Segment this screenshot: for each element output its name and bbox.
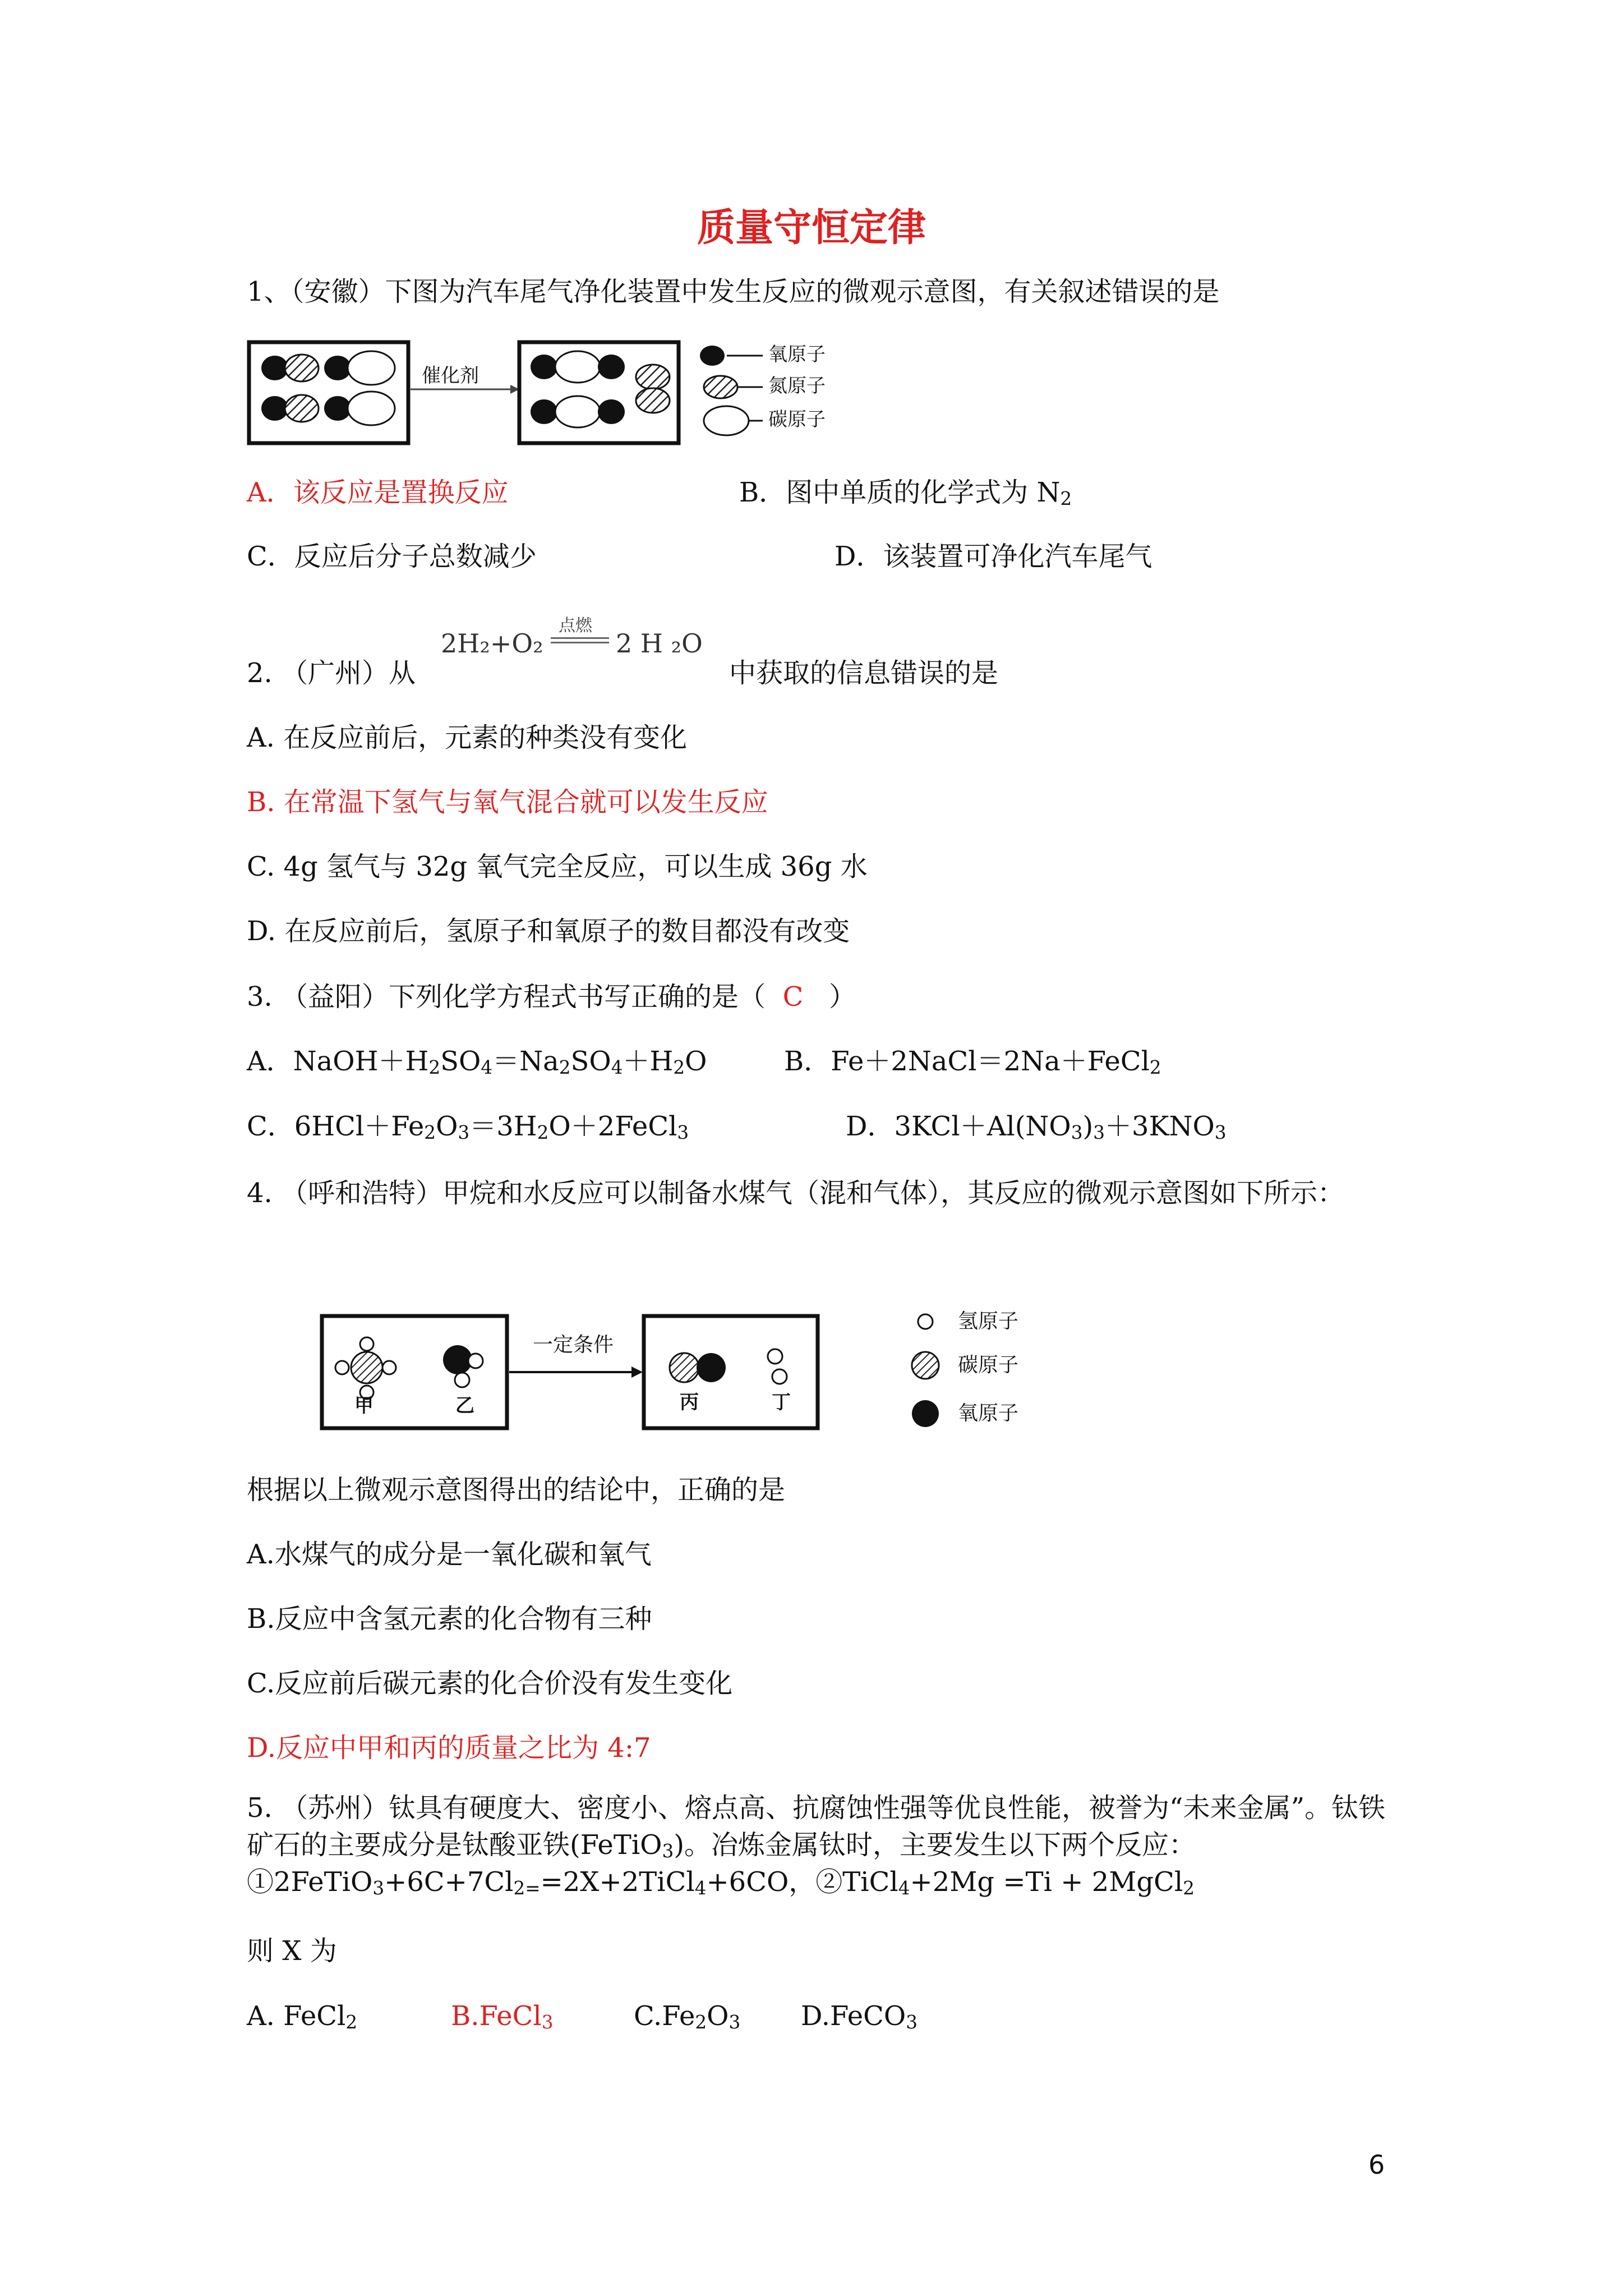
page-title: 质量守恒定律 [697, 205, 926, 250]
q4-label-jia: 甲 [354, 1395, 374, 1417]
q4-option-d: D.反应中甲和丙的质量之比为 4:7 [247, 1732, 651, 1764]
q1-option-d: D．该装置可净化汽车尾气 [834, 541, 1152, 572]
q4-conclusion: 根据以上微观示意图得出的结论中，正确的是 [247, 1474, 786, 1506]
q4-condition-label: 一定条件 [533, 1333, 614, 1356]
q3-stem: 3. （益阳）下列化学方程式书写正确的是（ C ） [247, 981, 856, 1013]
q4-label-ding: 丁 [772, 1391, 791, 1414]
q2-option-c: C. 4g 氢气与 32g 氧气完全反应，可以生成 36g 水 [247, 851, 868, 882]
q4-reactant-box [322, 1316, 507, 1428]
q2-option-d: D. 在反应前后，氢原子和氧原子的数目都没有改变 [247, 915, 850, 947]
q2-stem-start: 2. （广州）从 [247, 657, 416, 689]
q5-option-d: D.FeCO$_3$ [801, 2000, 917, 2033]
q5-option-c: $C.Fe_2O_3$ [634, 2000, 741, 2033]
q2-stem-end: 中获取的信息错误的是 [729, 657, 999, 689]
q1-legend-nitrogen: 氮原子 [768, 375, 826, 397]
q2-equation-image [441, 611, 721, 690]
q4-legend-carbon: 碳原子 [958, 1354, 1019, 1377]
q5-option-a: A. FeCl$_2$ [247, 2000, 358, 2033]
q3-option-c: C．$6HCl+Fe_2O_3=3H_2O+2FeCl_3$ [247, 1111, 689, 1143]
page-number: 6 [1368, 2150, 1385, 2180]
q4-micro-diagram [320, 1296, 1060, 1436]
q5-option-b: B.FeCl$_3$ [451, 2000, 554, 2033]
q1-option-c: C．反应后分子总数减少 [247, 541, 537, 572]
q1-option-a: A．该反应是置换反应 [247, 477, 509, 508]
q2-equation-right: 2 H ₂O [616, 628, 703, 659]
q4-legend-oxygen: 氧原子 [958, 1402, 1019, 1425]
q3-option-d: D．$3KCl+Al(NO_3)_3+3KNO_3$ [846, 1111, 1227, 1143]
q3-option-a: A．$NaOH+H_2SO_4=Na_2SO_4+H_2O$ [247, 1046, 707, 1078]
q2-option-b: B. 在常温下氢气与氧气混合就可以发生反应 [247, 786, 768, 818]
q4-option-b: B.反应中含氢元素的化合物有三种 [247, 1603, 652, 1635]
q3-option-b: B．Fe＋2NaCl＝2Na＋FeCl$_2$ [784, 1046, 1161, 1078]
q1-catalyst-label: 催化剂 [422, 365, 479, 387]
q1-legend-carbon: 碳原子 [768, 408, 826, 431]
q4-stem: 4. （呼和浩特）甲烷和水反应可以制备水煤气（混和气体），其反应的微观示意图如下所示： [247, 1177, 1345, 1209]
q5-x-line: 则 X 为 [247, 1935, 337, 1967]
q4-legend-hydrogen: 氢原子 [958, 1310, 1019, 1333]
q1-option-b: B．图中单质的化学式为 $N_2$ [739, 477, 1072, 509]
q2-equation-left: 2H₂+O₂ [441, 628, 543, 659]
q4-label-bing: 丙 [680, 1391, 699, 1414]
q2-equation-condition: 点燃 [559, 616, 592, 636]
q4-option-c: C.反应前后碳元素的化合价没有发生变化 [247, 1668, 733, 1699]
q3-answer: C [782, 981, 804, 1013]
q4-option-a: A.水煤气的成分是一氧化碳和氧气 [247, 1539, 652, 1570]
q5-stem: 5. （苏州）钛具有硬度大、密度小、熔点高、抗腐蚀性强等优良性能，被誉为“未来金属”。钛铁矿石的主要成分是钛酸亚铁(FeTiO$_3$)。冶炼金属钛时，主要发生以下两个反应：$①2FeTiO_3+6C+7Cl_{2=}=2X+2TiCl_4+6CO$，②TiCl$_4$+2Mg =Ti + 2MgCl$_2$ [247, 1792, 1386, 1899]
q1-legend-oxygen: 氧原子 [768, 343, 826, 366]
q2-option-a: A. 在反应前后，元素的种类没有变化 [247, 722, 688, 753]
q4-label-yi: 乙 [455, 1395, 474, 1417]
q1-stem: 1、（安徽）下图为汽车尾气净化装置中发生反应的微观示意图，有关叙述错误的是 [247, 276, 1220, 307]
